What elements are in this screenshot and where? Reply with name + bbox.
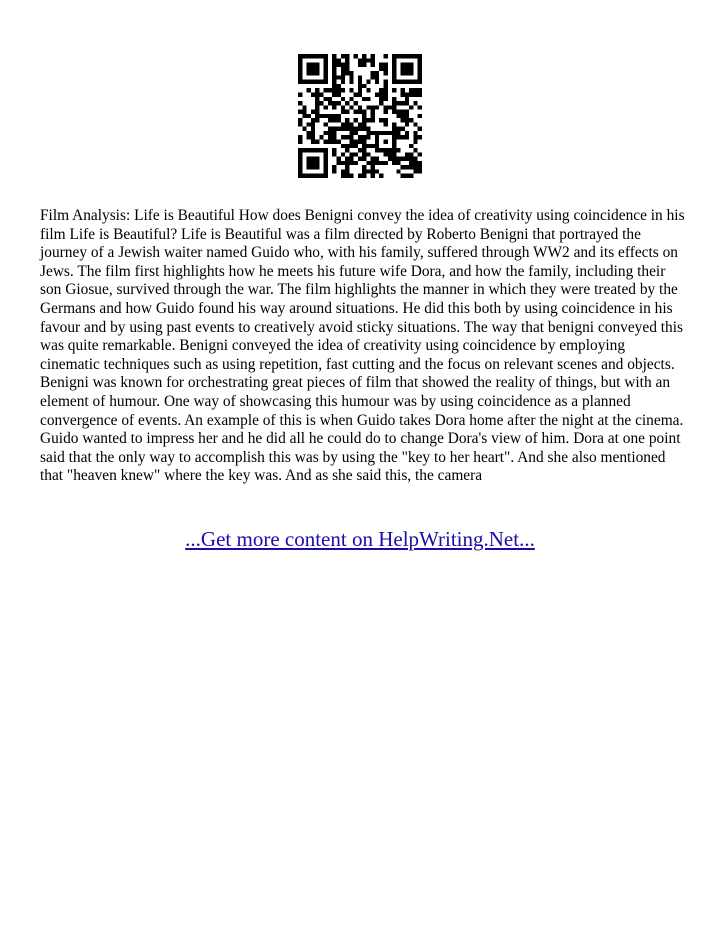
- qr-code-icon: [298, 54, 422, 178]
- more-content-link-container: [0, 526, 720, 552]
- article-body: Film Analysis: Life is Beautiful How does Benigni convey the idea of creativity using coincidence in his film Life is Beautiful? Life is Beautiful was a film directed by Roberto Benigni that portrayed the journey of a Jewish waiter named Guido who, with his family, suffered through WW2 and its effects on Jews. The film first highlights how he meets his future wife Dora, and how the family, including their son Giosue, survived through the war. The film highlights the manner in which they were treated by the Germans and how Guido found his way around situations. He did this both by using coincidence in his favour and by using past events to creatively avoid sticky situations. The way that benigni conveyed this was quite remarkable. Benigni conveyed the idea of creativity using coincidence by employing cinematic techniques such as using repetition, fast cutting and the focus on relevant scenes and objects. Benigni was known for orchestrating great pieces of film that showed the reality of things, but with an element of humour. One way of showcasing this humour was by using coincidence as a planned convergence of events. An example of this is when Guido takes Dora home after the night at the cinema. Guido wanted to impress her and he did all he could do to change Dora's view of him. Dora at one point said that the only way to accomplish this was by using the "key to her heart". And she also mentioned that "heaven knew" where the key was. And as she said this, the camera: [40, 207, 685, 485]
- more-content-link[interactable]: ...Get more content on HelpWriting.Net...: [185, 527, 535, 551]
